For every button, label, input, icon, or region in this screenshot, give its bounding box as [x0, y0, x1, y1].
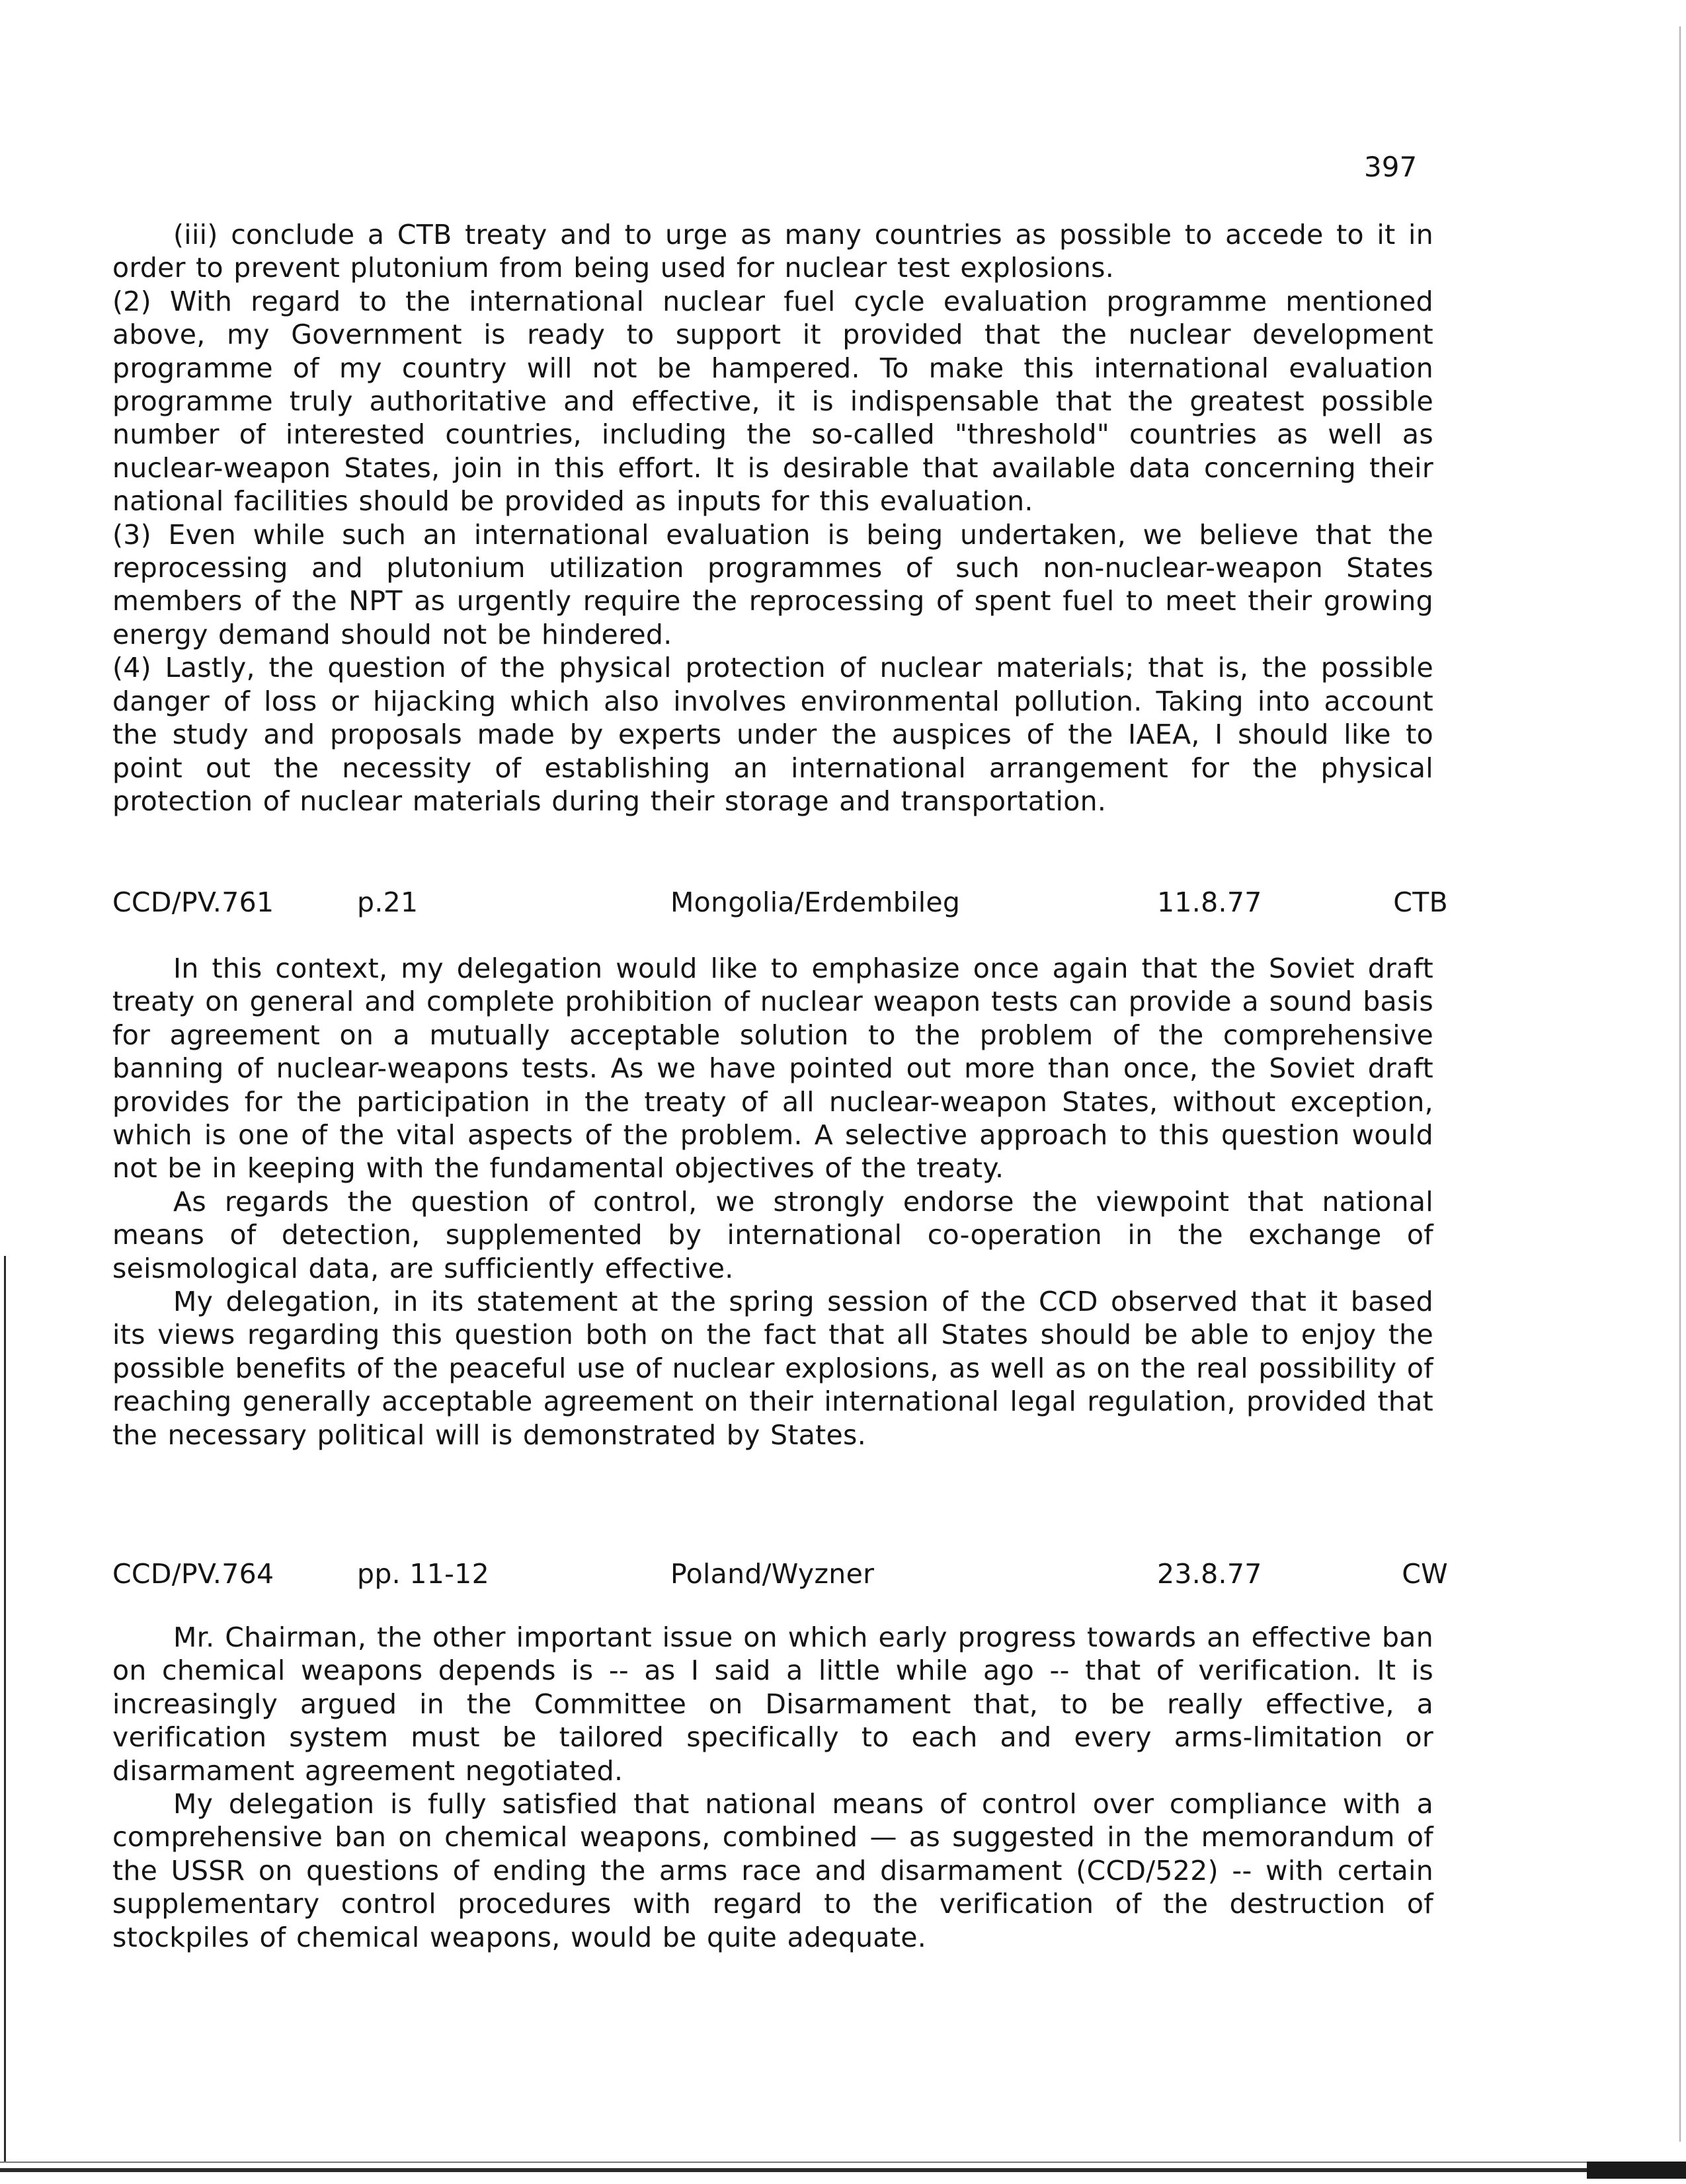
statement-body [112, 1621, 1433, 1954]
paragraph: My delegation is fully satisfied that national means of control over compliance with a comprehensive ban on chemical weapons, combined — as suggested in the memorandum of the USSR on questions of ending the arms race and disarmament (CCD/522) -- with certain supplementary control procedures with regard to the verification of the destruction of stockpiles of chemical weapons, would be quite adequate. [112, 1788, 1433, 1953]
entry-header [112, 1555, 1448, 1592]
scan-edge-left [4, 1256, 6, 2162]
scan-artifact [1587, 2162, 1686, 2179]
scan-edge-bottom [0, 2168, 1686, 2172]
speaker: Mongolia/Erdembileg [670, 886, 961, 918]
paragraph: Mr. Chairman, the other important issue on which early progress towards an effective ban on chemical weapons depends is -- as I said a little while ago -- that of verification. It is increasingly argued in the Committee on Disarmament that, to be really effective, a verification system must be tailored specifically to each and every arms-limitation or disarmament agreement negotiated. [112, 1621, 1433, 1787]
paragraph: (2) With regard to the international nuclear fuel cycle evaluation programme mentioned above, my Government is ready to support it provided that the nuclear development programme of my country will not be hampered. To make this international evaluation programme truly authoritative and effective, it is indispensable that the greatest possible number of interested countries, including the so-called "threshold" countries as well as nuclear-weapon States, join in this effort. It is desirable that available data concerning their national facilities should be provided as inputs for this evaluation. [112, 285, 1433, 518]
page-number: 397 [1364, 151, 1418, 183]
page-reference: pp. 11-12 [357, 1558, 489, 1590]
paragraph: (4) Lastly, the question of the physical protection of nuclear materials; that is, the possible danger of loss or hijacking which also involves environmental pollution. Taking into account the study and proposals made by experts under the auspices of the IAEA, I should like to point out the necessity of establishing an international arrangement for the physical protection of nuclear materials during their storage and transportation. [112, 652, 1433, 817]
document-reference: CCD/PV.764 [112, 1558, 274, 1590]
date: 11.8.77 [1157, 886, 1262, 918]
continued-statement [112, 218, 1433, 818]
paragraph: As regards the question of control, we strongly endorse the viewpoint that national means of detection, supplemented by international co-operation in the exchange of seismological data, are sufficiently effective. [112, 1185, 1433, 1284]
subject-code: CTB [1393, 886, 1448, 918]
scan-edge-right [1679, 26, 1681, 2142]
paragraph: (3) Even while such an international evaluation is being undertaken, we believe that the reprocessing and plutonium utilization programmes of such non-nuclear-weapon States members of the NPT as urgently require the reprocessing of spent fuel to meet their growing energy demand should not be hindered. [112, 518, 1433, 650]
date: 23.8.77 [1157, 1558, 1262, 1590]
paragraph: In this context, my delegation would like to emphasize once again that the Soviet draft treaty on general and complete prohibition of nuclear weapon tests can provide a sound basis for agreement on a mutually acceptable solution to the problem of the comprehensive banning of nuclear-weapons tests. As we have pointed out more than once, the Soviet draft provides for the participation in the treaty of all nuclear-weapon States, without exception, which is one of the vital aspects of the problem. A selective approach to this question would not be in keeping with the fundamental objectives of the treaty. [112, 953, 1433, 1185]
page-reference: p.21 [357, 886, 419, 918]
paragraph: (iii) conclude a CTB treaty and to urge as many countries as possible to accede to it in order to prevent plutonium from being used for nuclear test explosions. [112, 219, 1433, 284]
paragraph: My delegation, in its statement at the spring session of the CCD observed that it based its views regarding this question both on the fact that all States should be able to enjoy the possible benefits of the peaceful use of nuclear explosions, as well as on the real possibility of reaching generally acceptable agreement on their international legal regulation, provided that the necessary political will is demonstrated by States. [112, 1286, 1433, 1451]
subject-code: CW [1402, 1558, 1448, 1590]
speaker: Poland/Wyzner [670, 1558, 875, 1590]
document-reference: CCD/PV.761 [112, 886, 274, 918]
entry-header [112, 884, 1448, 921]
statement-body [112, 952, 1433, 1452]
scan-edge-bottom-thin [0, 2162, 1653, 2163]
